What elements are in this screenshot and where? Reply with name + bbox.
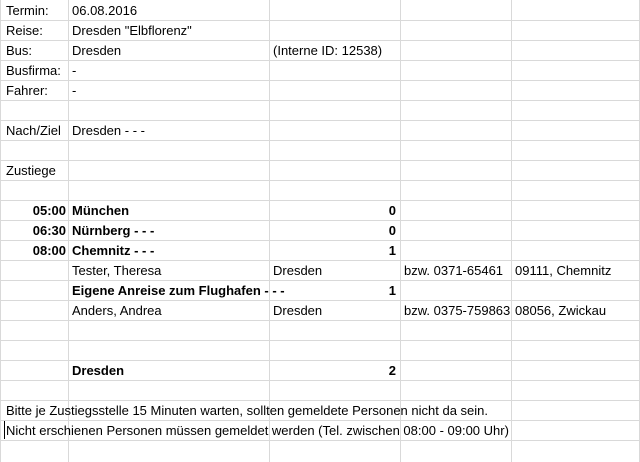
reise-label[interactable]: Reise:	[6, 23, 43, 38]
row-divider	[0, 340, 640, 341]
row-divider	[0, 100, 640, 101]
stop-count[interactable]: 1	[388, 243, 396, 258]
busfirma-label[interactable]: Busfirma:	[6, 63, 61, 78]
passenger-name[interactable]: Tester, Theresa	[72, 263, 162, 278]
fahrer-value[interactable]: -	[72, 83, 77, 98]
stop-name[interactable]: München	[72, 203, 130, 218]
passenger-phone[interactable]: bzw. 0371-65461	[404, 263, 504, 278]
fahrer-label[interactable]: Fahrer:	[6, 83, 48, 98]
note-report-absent[interactable]: Nicht erschienen Personen müssen gemeldet werden (Tel. zwischen 08:00 - 09:00 Uhr)	[6, 423, 509, 438]
column-divider	[400, 0, 401, 462]
passenger-phone[interactable]: bzw. 0375-759863	[404, 303, 511, 318]
nachziel-value[interactable]: Dresden - - -	[72, 123, 145, 138]
stop-time[interactable]: 06:30	[32, 223, 66, 238]
total-label[interactable]: Dresden	[72, 363, 125, 378]
stop-time[interactable]: 05:00	[32, 203, 66, 218]
passenger-destination[interactable]: Dresden	[273, 303, 323, 318]
passenger-address[interactable]: 09111, Chemnitz	[515, 263, 612, 278]
nachziel-label[interactable]: Nach/Ziel	[6, 123, 61, 138]
busfirma-value[interactable]: -	[72, 63, 77, 78]
passenger-destination[interactable]: Dresden	[273, 263, 323, 278]
row-divider	[0, 80, 640, 81]
column-divider	[269, 0, 270, 462]
column-divider	[68, 0, 69, 462]
stop-name[interactable]: Chemnitz - - -	[72, 243, 155, 258]
note-wait-instruction[interactable]: Bitte je Zustiegsstelle 15 Minuten warten, sollten gemeldete Personen nicht da sein.	[6, 403, 488, 418]
own-travel-label[interactable]: Eigene Anreise zum Flughafen - - -	[72, 283, 285, 298]
reise-value[interactable]: Dresden "Elbflorenz"	[72, 23, 192, 38]
total-count[interactable]: 2	[388, 363, 396, 378]
own-travel-count[interactable]: 1	[388, 283, 396, 298]
stop-name[interactable]: Nürnberg - - -	[72, 223, 155, 238]
termin-label[interactable]: Termin:	[6, 3, 49, 18]
row-divider	[0, 160, 640, 161]
termin-value[interactable]: 06.08.2016	[72, 3, 138, 18]
bus-label[interactable]: Bus:	[6, 43, 33, 58]
stop-time[interactable]: 08:00	[32, 243, 66, 258]
stop-count[interactable]: 0	[388, 203, 396, 218]
column-divider	[511, 0, 512, 462]
column-divider	[0, 0, 1, 462]
passenger-address[interactable]: 08056, Zwickau	[515, 303, 607, 318]
text-cursor	[4, 421, 5, 439]
zustiege-label[interactable]: Zustiege	[6, 163, 56, 178]
row-divider	[0, 180, 640, 181]
passenger-name[interactable]: Anders, Andrea	[72, 303, 162, 318]
bus-value[interactable]: Dresden	[72, 43, 122, 58]
bus-internal-id[interactable]: (Interne ID: 12538)	[273, 43, 383, 58]
stop-count[interactable]: 0	[388, 223, 396, 238]
